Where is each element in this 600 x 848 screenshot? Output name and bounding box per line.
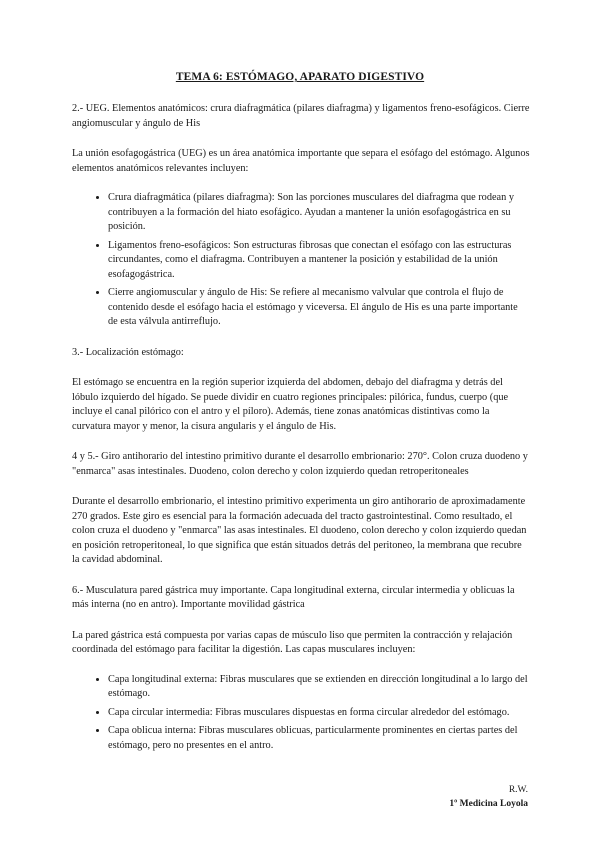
page-title: TEMA 6: ESTÓMAGO, APARATO DIGESTIVO: [175, 71, 425, 83]
section-6-intro: La pared gástrica está compuesta por varias capas de músculo liso que permiten la contracción y relajación coordinada del estómago para facilitar la digestión. Las capas musculares incluyen:: [72, 629, 513, 655]
section-6-heading: 6.- Musculatura pared gástrica muy importante. Capa longitudinal externa, circular intermedia y oblicuas la más interna (no en antro). Importante movilidad gástrica: [72, 584, 515, 610]
list-item: • Crura diafragmática (pilares diafragma): Son las porciones musculares del diafragma que rodean y contribuyen a la formación del hiato esofágico. Ayudan a mantener la unión esofagogástrica en su posición.: [108, 190, 530, 235]
section-3-text: El estómago se encuentra en la región superior izquierda del abdomen, debajo del diafragma y detrás del lóbulo izquierdo del hígado. Se puede dividir en cuatro regiones principales: pilórica, fundus, cuerpo (que incluye el canal pilórico con el antro y el píloro). Además, tiene zonas anatómicas distintivas como la curvatura mayor y menor, la cisura angularis y el ángulo de His.: [72, 377, 509, 432]
list-item: • Cierre angiomuscular y ángulo de His: Se refiere al mecanismo valvular que controla el flujo de contenido desde el esófago hacia el estómago y viceversa. El ángulo de His es una parte importante de esta válvula antirreflujo.: [108, 285, 530, 330]
list-item: • Capa oblicua interna: Fibras musculares oblicuas, particularmente prominentes en ciertas partes del estómago, pero no presentes en el antro.: [108, 723, 530, 753]
section-4-5-text: Durante el desarrollo embrionario, el intestino primitivo experimenta un giro antihorario de aproximadamente 270 grados. Este giro es esencial para la formación adecuada del tracto gastrointestinal. Como resultado, el colon cruza el duodeno y "enmarca" las asas intestinales. El duodeno, colon derecho y colon izquierdo quedan en posición retroperitoneal, lo que significa que están situados detrás del peritoneo, la membrana que recubre la cavidad abdominal.: [72, 496, 527, 565]
section-4-5-heading: 4 y 5.- Giro antihorario del intestino primitivo durante el desarrollo embrionario: 270°. Colon cruza duodeno y "enmarca" asas intestinales. Duodeno, colon derecho y colon izquierdo quedan retroperitoneales: [72, 451, 528, 477]
section-2-heading: 2.- UEG. Elementos anatómicos: crura diafragmática (pilares diafragma) y ligamentos freno-esofágicos. Cierre angiomuscular y ángulo de His: [72, 103, 530, 129]
document-body: [72, 102, 530, 756]
list-item: • Ligamentos freno-esofágicos: Son estructuras fibrosas que conectan el esófago con las estructuras circundantes, como el diafragma. Contribuyen a mantener la posición y estabilidad de la unión esofagogástrica.: [108, 238, 530, 283]
section-3-heading: 3.- Localización estómago:: [72, 346, 184, 358]
list-item: • Capa circular intermedia: Fibras musculares dispuestas en forma circular alrededor del estómago.: [108, 705, 530, 721]
section-2-intro: La unión esofagogástrica (UEG) es un área anatómica importante que separa el esófago del estómago. Algunos elementos anatómicos relevantes incluyen:: [72, 148, 530, 174]
list-item: • Capa longitudinal externa: Fibras musculares que se extienden en dirección longitudinal a lo largo del estómago.: [108, 672, 530, 702]
footer-author: R.W.: [508, 785, 528, 795]
footer-course: 1º Medicina Loyola: [449, 799, 528, 809]
section-6-list: [72, 672, 530, 754]
section-2-list: [72, 190, 530, 330]
